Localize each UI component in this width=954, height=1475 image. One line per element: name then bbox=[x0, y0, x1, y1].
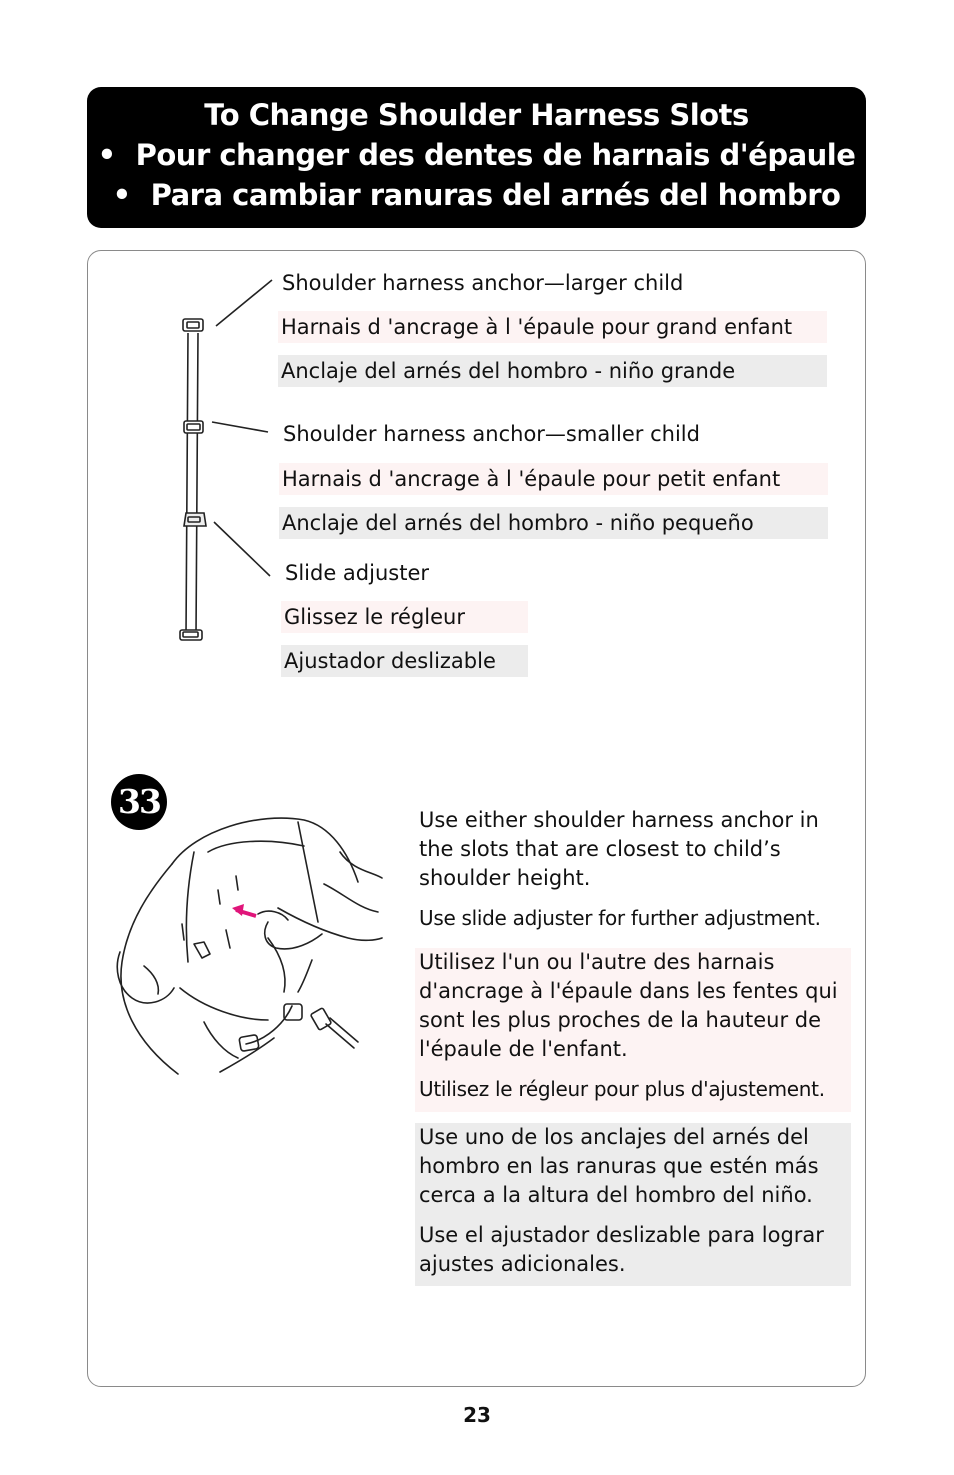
title-english: To Change Shoulder Harness Slots bbox=[204, 98, 749, 132]
label-smaller-child-fr: Harnais d 'ancrage à l 'épaule pour petit enfant bbox=[279, 463, 828, 495]
car-seat-harness-illustration bbox=[108, 812, 384, 1084]
instruction-es-2: Use el ajustador deslizable para lograr ajustes adicionales. bbox=[419, 1223, 824, 1276]
title-french: Pour changer des dentes de harnais d'épaule bbox=[135, 138, 856, 172]
instruction-en-1: Use either shoulder harness anchor in the slots that are closest to child’s shoulder height. bbox=[419, 808, 819, 890]
label-larger-child-en: Shoulder harness anchor—larger child bbox=[282, 271, 684, 295]
label-slide-adjuster-fr: Glissez le régleur bbox=[281, 601, 528, 633]
instruction-en-2: Use slide adjuster for further adjustment. bbox=[419, 906, 821, 930]
label-slide-adjuster-en: Slide adjuster bbox=[285, 561, 429, 585]
bullet: • bbox=[112, 178, 131, 212]
bullet: • bbox=[97, 138, 116, 172]
label-smaller-child-es: Anclaje del arnés del hombro - niño pequeño bbox=[279, 507, 828, 539]
title-spanish: Para cambiar ranuras del arnés del hombro bbox=[150, 178, 841, 212]
page-number: 23 bbox=[463, 1403, 491, 1427]
title-french-line bbox=[87, 135, 866, 175]
step-number-badge: 33 bbox=[111, 774, 167, 830]
instructions-english bbox=[415, 806, 851, 933]
instructions-french bbox=[415, 948, 851, 1112]
instruction-fr-2: Utilisez le régleur pour plus d'ajustement. bbox=[419, 1077, 825, 1101]
title-spanish-line bbox=[87, 175, 866, 215]
harness-strap-illustration bbox=[170, 270, 280, 650]
instruction-fr-1: Utilisez l'un ou l'autre des harnais d'ancrage à l'épaule dans les fentes qui sont les plus proches de la hauteur de l'épaule de l'enfant. bbox=[419, 950, 838, 1061]
instructions-spanish bbox=[415, 1123, 851, 1286]
section-title-banner bbox=[87, 87, 866, 228]
label-smaller-child-en: Shoulder harness anchor—smaller child bbox=[283, 422, 700, 446]
label-larger-child-es: Anclaje del arnés del hombro - niño grande bbox=[278, 355, 827, 387]
label-slide-adjuster-es: Ajustador deslizable bbox=[281, 645, 528, 677]
instruction-es-1: Use uno de los anclajes del arnés del hombro en las ranuras que estén más cerca a la altura del hombro del niño. bbox=[419, 1125, 819, 1207]
label-larger-child-fr: Harnais d 'ancrage à l 'épaule pour grand enfant bbox=[278, 311, 827, 343]
